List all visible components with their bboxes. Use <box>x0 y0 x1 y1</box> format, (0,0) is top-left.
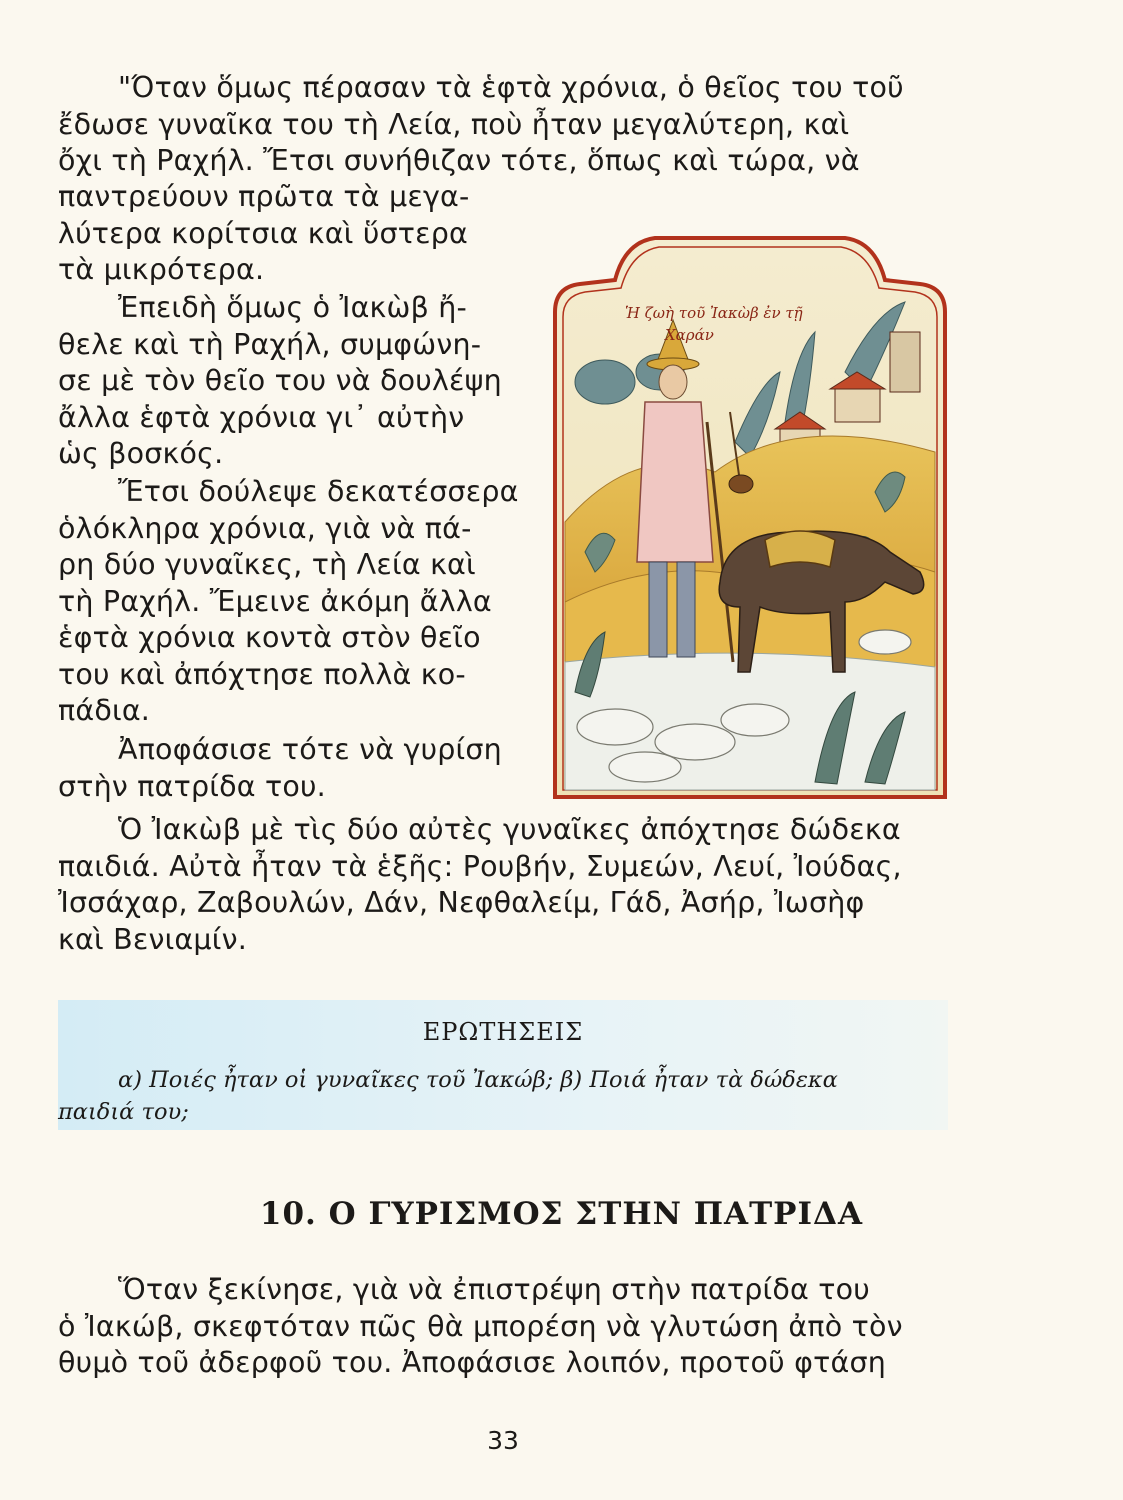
text-line: σε μὲ τὸν θεῖο του νὰ δουλέψη <box>58 364 502 397</box>
text-line: θελε καὶ τὴ Ραχήλ, συμφώνη- <box>58 327 482 361</box>
text-line: πάδια. <box>58 694 151 727</box>
page-number: 33 <box>487 1426 519 1455</box>
text-line: ὡς βοσκός. <box>58 437 224 470</box>
narrow-paragraph-3 <box>58 474 518 730</box>
text-line: του καὶ ἀπόχτησε πολλὰ κο- <box>58 657 466 691</box>
text-line: "Όταν ὅμως πέρασαν τὰ ἑφτὰ χρόνια, ὁ θεῖος του τοῦ <box>118 71 904 104</box>
text-line: παντρεύουν πρῶτα τὰ μεγα- <box>58 180 470 213</box>
top-paragraph <box>58 70 948 180</box>
inscription-line: Χαράν <box>665 326 714 344</box>
text-line: Ἔτσι δούλεψε δεκατέσσερα <box>118 475 519 508</box>
chapter-paragraph <box>58 1272 948 1382</box>
jacob-shepherd-illustration <box>545 222 955 800</box>
questions-box <box>58 1000 948 1130</box>
text-line: τὰ μικρότερα. <box>58 253 265 286</box>
questions-title: ΕΡΩΤΗΣΕΙΣ <box>422 1018 584 1046</box>
narrow-paragraph-1 <box>58 179 518 289</box>
text-line: ἑφτὰ χρόνια κοντὰ στὸν θεῖο <box>58 621 481 654</box>
text-line: παιδιά. Αὐτὰ ἦταν τὰ ἑξῆς: Ρουβήν, Συμεών, Λευί, Ἰούδας, <box>58 849 902 883</box>
sons-paragraph <box>58 812 948 958</box>
text-line: τὴ Ραχήλ. Ἔμεινε ἀκόμη ἄλλα <box>58 584 492 618</box>
text-line: Ἰσσάχαρ, Ζαβουλών, Δάν, Νεφθαλείμ, Γάδ, Ἀσήρ, Ἰωσὴφ <box>58 886 865 919</box>
chapter-title: 10. Ο ΓΥΡΙΣΜΟΣ ΣΤΗΝ ΠΑΤΡΙΔΑ <box>259 1196 864 1232</box>
text-line: ὁλόκληρα χρόνια, γιὰ νὰ πά- <box>58 511 472 545</box>
text-line: στὴν πατρίδα του. <box>58 769 326 803</box>
text-line: ρη δύο γυναῖκες, τὴ Λεία καὶ <box>58 548 476 581</box>
text-line: ἄλλα ἑφτὰ χρόνια γι᾽ αὐτὴν <box>58 400 465 434</box>
questions-text <box>58 1064 948 1128</box>
illustration-inscription <box>625 302 845 346</box>
narrow-paragraph-2 <box>58 290 518 473</box>
narrow-paragraph-4 <box>58 732 518 805</box>
text-line: καὶ Βενιαμίν. <box>58 922 247 956</box>
inscription-line: Ἡ ζωὴ τοῦ Ἰακὼβ ἐν τῇ <box>625 304 803 322</box>
text-line: Ὁ Ἰακὼβ μὲ τὶς δύο αὐτὲς γυναῖκες ἀπόχτησε δώδεκα <box>118 813 901 846</box>
text-line: Ἐπειδὴ ὅμως ὁ Ἰακὼβ ἤ- <box>118 291 468 324</box>
text-line: ὄχι τὴ Ραχήλ. Ἔτσι συνήθιζαν τότε, ὅπως καὶ τώρα, νὰ <box>58 144 860 177</box>
text-line: Ὅταν ξεκίνησε, γιὰ νὰ ἐπιστρέψη στὴν πατρίδα του <box>118 1273 870 1306</box>
text-line: ὁ Ἰακώβ, σκεφτόταν πῶς θὰ μπορέση νὰ γλυτώση ἀπὸ τὸν <box>58 1309 903 1343</box>
text-line: λύτερα κορίτσια καὶ ὕστερα <box>58 216 469 250</box>
text-line: θυμὸ τοῦ ἀδερφοῦ του. Ἀποφάσισε λοιπόν, προτοῦ φτάση <box>58 1346 887 1379</box>
question-line: παιδιά του; <box>58 1099 189 1125</box>
text-line: ἔδωσε γυναῖκα του τὴ Λεία, ποὺ ἦταν μεγαλύτερη, καὶ <box>58 107 850 141</box>
text-line: Ἀποφάσισε τότε νὰ γυρίση <box>118 733 502 766</box>
question-line: α) Ποιές ἦταν οἱ γυναῖκες τοῦ Ἰακώβ; β) Ποιά ἦταν τὰ δώδεκα <box>118 1067 838 1093</box>
